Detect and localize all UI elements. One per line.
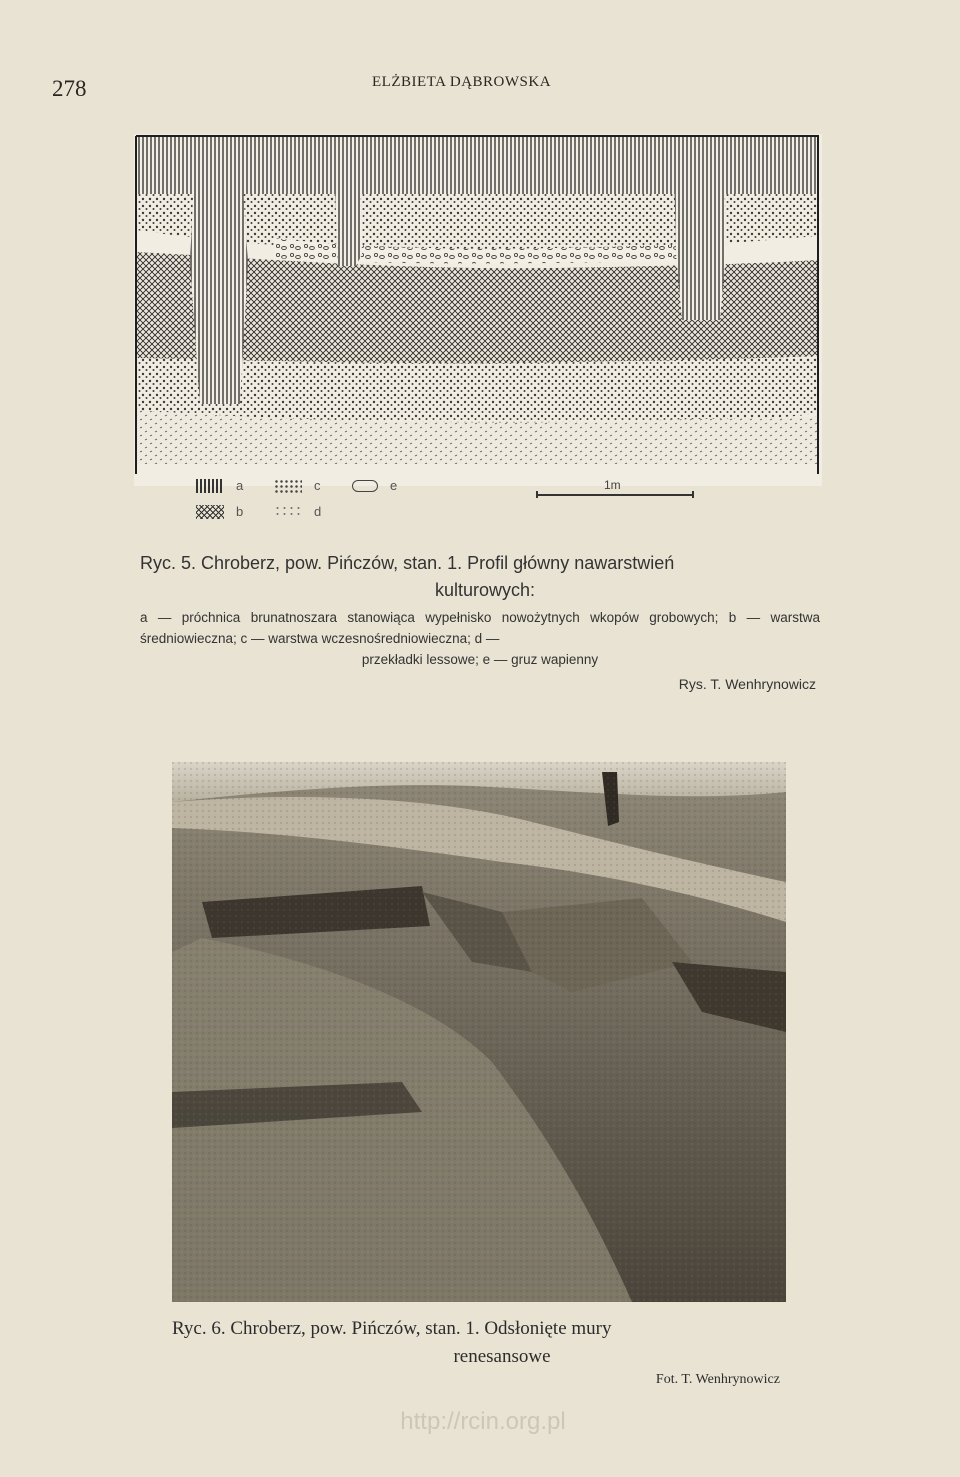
legend-text-end: przekładki lessowe; e — gruz wapienny: [361, 652, 599, 667]
hatch-swatch-icon: [196, 479, 224, 493]
profile-legend: [196, 472, 406, 522]
legend-text-main: a — próchnica brunatnoszara stanowiąca wypełnisko nowożytnych wkopów grobowych; b — warstwa średniowieczna; c — warstwa wczesnośredniowieczna; d —: [140, 610, 820, 646]
figure6-credit: Fot. T. Wenhrynowicz: [655, 1372, 780, 1387]
legend-item-d: d: [274, 504, 321, 519]
page-number: 278: [52, 76, 87, 101]
figure5-caption-title-cont: kulturowych:: [434, 580, 536, 600]
scale-bar: [536, 478, 696, 500]
scale-line: [536, 494, 694, 496]
figure5-caption-title: Ryc. 5. Chroberz, pow. Pińczów, stan. 1. Profil główny nawarstwień: [140, 553, 675, 573]
figure5-credit: Rys. T. Wenhrynowicz: [678, 676, 816, 692]
figure5-legend-text: [140, 607, 820, 670]
running-head: ELŻBIETA DĄBROWSKA: [372, 74, 552, 90]
sparse-dot-swatch-icon: [274, 505, 302, 519]
watermark-url: http://rcin.org.pl: [400, 1408, 566, 1435]
figure6-caption-title-cont: renesansowe: [453, 1346, 551, 1367]
excavation-photograph: [172, 762, 786, 1302]
figure6-caption-title: Ryc. 6. Chroberz, pow. Pińczów, stan. 1. Odsłonięte mury: [172, 1318, 612, 1339]
dotted-swatch-icon: [274, 479, 302, 493]
legend-item-a: a: [196, 478, 243, 493]
pebble-swatch-icon: [352, 480, 378, 492]
legend-item-b: b: [196, 504, 243, 519]
crosshatch-swatch-icon: [196, 505, 224, 519]
legend-item-c: c: [274, 478, 321, 493]
profile-drawing: [134, 134, 822, 486]
scale-label: 1m: [604, 478, 621, 492]
legend-item-e: e: [352, 478, 397, 493]
